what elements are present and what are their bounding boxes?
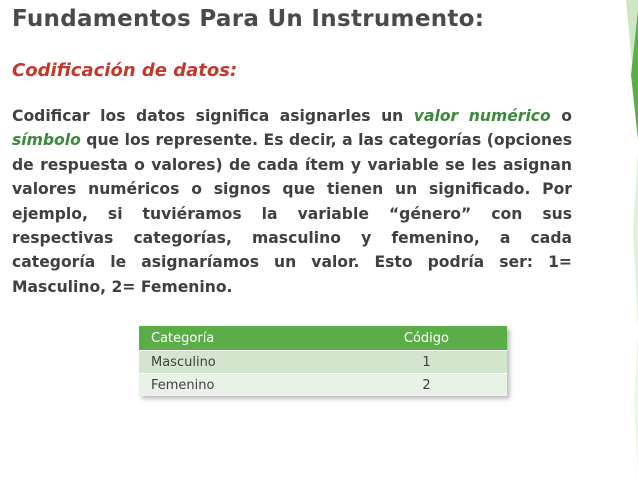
slide-subtitle: Codificación de datos: (12, 60, 238, 81)
deco-triangle-bottom (634, 330, 638, 479)
table-row (139, 374, 507, 397)
cell-code: 2 (346, 374, 507, 397)
cell-category: Masculino (139, 351, 346, 374)
cell-code: 1 (346, 351, 507, 374)
highlight-simbolo: símbolo (12, 131, 81, 150)
body-paragraph (12, 104, 572, 299)
coding-table (139, 326, 507, 396)
body-text-part-2: o (550, 107, 572, 125)
slide-title: Fundamentos Para Un Instrumento: (12, 6, 485, 32)
highlight-valor-numerico: valor numérico (413, 107, 551, 125)
table-row (139, 351, 507, 374)
header-codigo: Código (346, 326, 507, 351)
deco-triangle-mid (633, 150, 638, 330)
decorative-triangles (598, 0, 638, 479)
body-text-part-3: que los represente. Es decir, a las categorías (opciones de respuesta o valores) de cada ítem y variable se les asignan valores numéricos o signos que tienen un significado. Por ejemplo, si tuviéramos la variable “género” con sus respectivas categorías, masculino y femenino, a cada categoría le asignaríamos un valor. Esto podría ser: 1= Masculino, 2= Femenino. (12, 131, 572, 296)
body-text-part-1: Codificar los datos significa asignarles un (12, 107, 414, 125)
header-categoria: Categoría (139, 326, 346, 351)
cell-category: Femenino (139, 374, 346, 397)
table-header-row (139, 326, 507, 351)
